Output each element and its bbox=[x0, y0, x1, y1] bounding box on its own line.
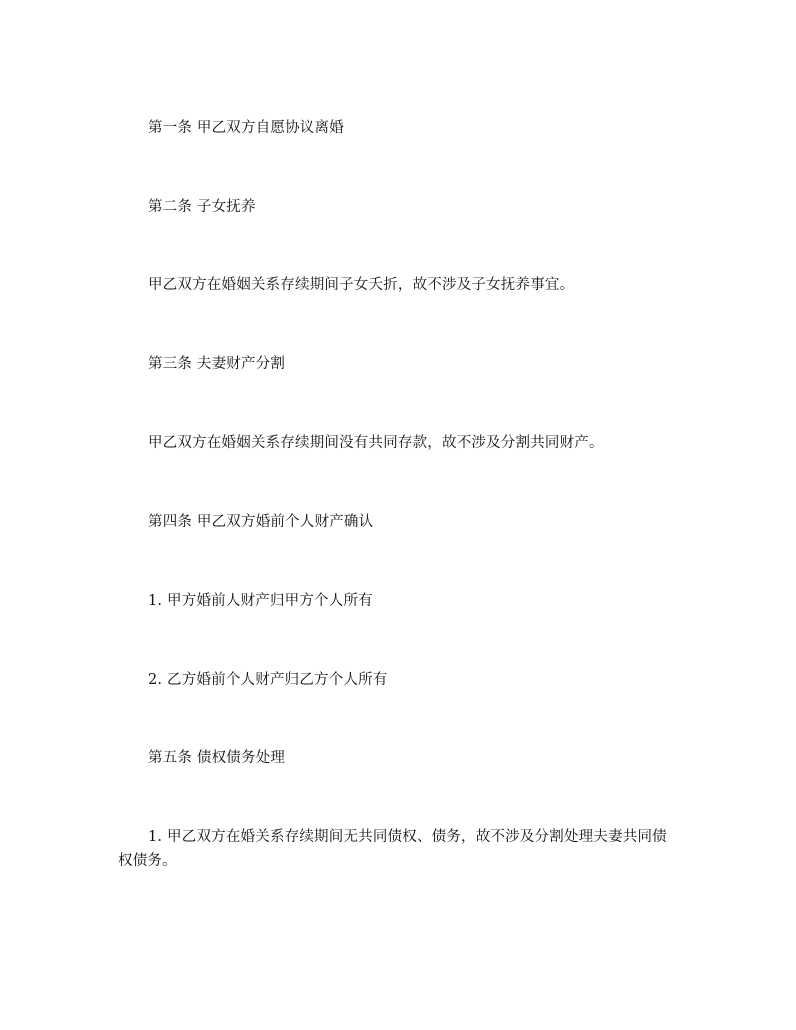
article-3-body: 甲乙双方在婚姻关系存续期间没有共同存款，故不涉及分割共同财产。 bbox=[148, 435, 604, 451]
article-4-item-1: 1. 甲方婚前人财产归甲方个人所有 bbox=[148, 593, 373, 609]
article-4-item-2: 2. 乙方婚前个人财产归乙方个人所有 bbox=[148, 672, 388, 688]
article-5-item-1: 1. 甲乙双方在婚关系存续期间无共同债权、债务，故不涉及分割处理夫妻共同债权债务。 bbox=[118, 829, 667, 869]
article-4-heading: 第四条 甲乙双方婚前个人财产确认 bbox=[148, 514, 374, 530]
article-2-body: 甲乙双方在婚姻关系存续期间子女夭折，故不涉及子女抚养事宜。 bbox=[148, 277, 575, 293]
article-2-heading: 第二条 子女抚养 bbox=[148, 199, 256, 215]
article-1-heading: 第一条 甲乙双方自愿协议离婚 bbox=[148, 120, 344, 136]
article-3-heading: 第三条 夫妻财产分割 bbox=[148, 356, 286, 372]
article-5-heading: 第五条 债权债务处理 bbox=[148, 750, 286, 766]
